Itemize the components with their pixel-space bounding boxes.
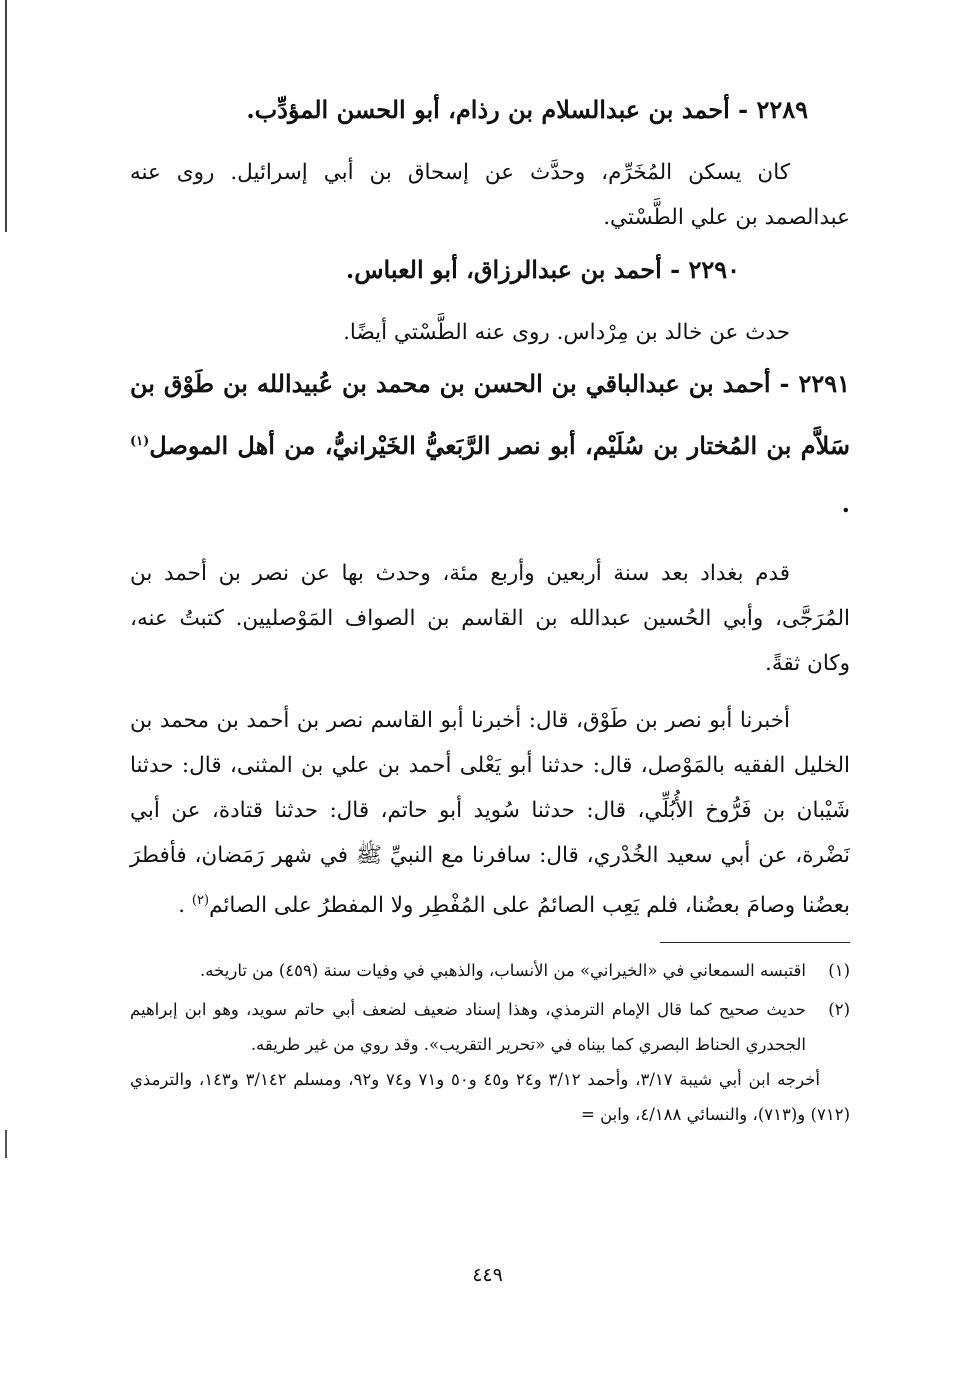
- page-number: ٤٤٩: [472, 1264, 503, 1286]
- entry-heading-2290: ٢٢٩٠ - أحمد بن عبدالرزاق، أبو العباس.: [345, 255, 740, 284]
- entry-body-2291-bio: قدم بغداد بعد سنة أربعين وأربع مئة، وحدث بها عن نصر بن أحمد بن المُرَجَّى، وأبي الحُسين عبدالله بن القاسم بن الصواف المَوْصليين. كتبتُ عنه، وكان ثقةً.: [130, 561, 850, 676]
- hadith-text: أخبرنا أبو نصر بن طَوْق، قال: أخبرنا أبو القاسم نصر بن أحمد بن محمد بن الخليل الفقيه بالمَوْصل، قال: حدثنا أبو يَعْلى أحمد بن علي بن المثنى، قال: حدثنا شَيْبان بن فَرُّوخ الأُبُلِّي، قال: حدثنا سُويد أبو حاتم، قال: حدثنا قتادة، عن أبي نَضْرة، عن أبي سعيد الخُدْري، قال: سافرنا مع النبيِّ ﷺ في شهر رَمَضان، فأفطرَ بعضُنا وصامَ بعضُنا، فلم يَعِب الصائمُ على المُفْطِر ولا المفطرُ على الصائم: [130, 708, 850, 919]
- entry-heading-2291: [130, 355, 850, 533]
- entry-heading-2291-end: .: [841, 489, 850, 518]
- footnote-1: [130, 953, 850, 988]
- entry-body-2289: كان يسكن المُخَرِّم، وحدَّث عن إسحاق بن أبي إسرائيل. روى عنه عبدالصمد بن علي الطَّسْتي.: [130, 160, 850, 230]
- footnote-ref-1[interactable]: (١): [130, 434, 150, 449]
- entry-body-2290: حدث عن خالد بن مِرْداس. روى عنه الطَّسْتي أيضًا.: [343, 320, 790, 345]
- entry-heading-2289: ٢٢٨٩ - أحمد بن عبدالسلام بن رذام، أبو الحسن المؤدِّب.: [246, 95, 808, 124]
- footnote-1-text: اقتبسه السمعاني في «الخيراني» من الأنساب، والذهبي في وفيات سنة (٤٥٩) من تاريخه.: [200, 961, 806, 981]
- footnote-separator: [660, 942, 850, 943]
- scan-edge-mark: [5, 1130, 7, 1158]
- footnote-1-number: (١): [828, 961, 850, 981]
- footnote-2-text: حديث صحيح كما قال الإمام الترمذي، وهذا إسناد ضعيف لضعف أبي حاتم سويد، وهو ابن إبراهيم الجحدري الحناط البصري كما بيناه في «تحرير التقريب». وقد روي من غير طريقه.: [130, 1000, 806, 1055]
- hadith-end: .: [178, 893, 192, 919]
- footnote-2: [130, 992, 850, 1062]
- footnote-2-continuation: أخرجه ابن أبي شيبة ٣/١٧، وأحمد ٣/١٢ و٢٤ و٤٥ و٥٠ و٧١ و٧٤ و٩٢، ومسلم ٣/١٤٢ و١٤٣، والترمذي (٧١٢) و(٧١٣)، والنسائي ٤/١٨٨، وابن =: [130, 1070, 850, 1125]
- footnote-2-number: (٢): [828, 1000, 850, 1020]
- page-content: [130, 82, 850, 1132]
- footnote-ref-2[interactable]: (٢): [191, 893, 210, 908]
- entry-body-2291-hadith: [130, 698, 850, 928]
- scan-edge-line: [5, 0, 7, 232]
- entry-heading-2291-text: ٢٢٩١ - أحمد بن عبدالباقي بن الحسن بن محمد بن عُبيدالله بن طَوْق بن سَلاَّم بن المُختار بن سُلَيْم، أبو نصر الرَّبَعيُّ الخَيْرانيُّ، من أهل الموصل: [130, 369, 850, 460]
